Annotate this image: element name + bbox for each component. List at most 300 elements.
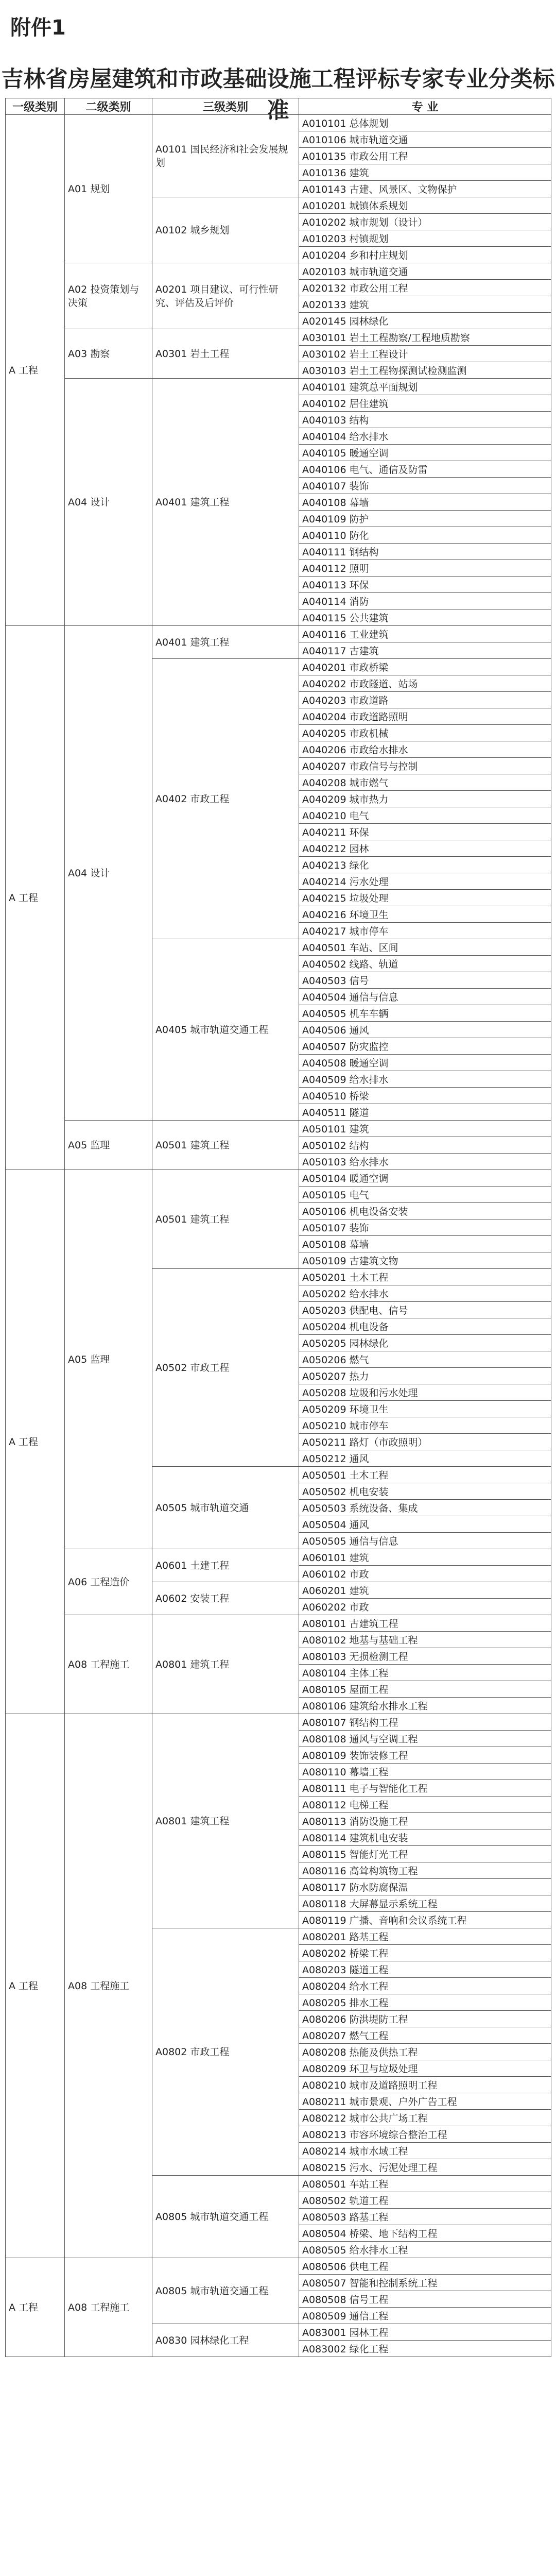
specialty-code: A040204 xyxy=(302,711,346,723)
specialty-cell xyxy=(299,1698,551,1714)
specialty-name: 园林 xyxy=(349,843,369,855)
specialty-cell xyxy=(299,2176,551,2192)
specialty-name: 城市停车 xyxy=(349,926,389,937)
specialty-name: 建筑 xyxy=(349,1552,369,1564)
specialty-name: 土木工程 xyxy=(349,1272,389,1283)
specialty-code: A080506 xyxy=(302,2261,346,2273)
specialty-name: 市政桥梁 xyxy=(349,662,389,673)
specialty-cell xyxy=(299,362,551,379)
specialty-code: A080117 xyxy=(302,1882,346,1893)
specialty-code: A050504 xyxy=(302,1519,346,1531)
specialty-name: 城市水域工程 xyxy=(349,2146,408,2157)
specialty-cell xyxy=(299,1401,551,1417)
level3-cell: A0102 城乡规划 xyxy=(152,197,299,263)
specialty-cell xyxy=(299,1665,551,1681)
specialty-cell xyxy=(299,2242,551,2258)
specialty-code: A010143 xyxy=(302,184,346,195)
specialty-code: A040510 xyxy=(302,1091,346,1102)
specialty-cell xyxy=(299,758,551,774)
specialty-cell xyxy=(299,939,551,956)
specialty-cell xyxy=(299,626,551,642)
specialty-name: 信号工程 xyxy=(349,2294,389,2306)
specialty-name: 建筑总平面规划 xyxy=(349,382,418,393)
specialty-cell xyxy=(299,329,551,346)
specialty-code: A010136 xyxy=(302,167,346,179)
specialty-cell xyxy=(299,148,551,164)
specialty-code: A020145 xyxy=(302,316,346,327)
specialty-code: A040504 xyxy=(302,992,346,1003)
specialty-code: A040213 xyxy=(302,860,346,871)
specialty-code: A080104 xyxy=(302,1668,346,1679)
specialty-code: A050502 xyxy=(302,1486,346,1498)
level3-cell: A0830 园林绿化工程 xyxy=(152,2324,299,2357)
specialty-cell xyxy=(299,1335,551,1351)
specialty-code: A050209 xyxy=(302,1404,346,1415)
specialty-name: 市政公用工程 xyxy=(349,283,408,294)
specialty-code: A080209 xyxy=(302,2063,346,2075)
specialty-cell xyxy=(299,1978,551,1994)
specialty-cell xyxy=(299,1714,551,1731)
specialty-code: A080105 xyxy=(302,1684,346,1696)
specialty-cell xyxy=(299,1895,551,1912)
header-level2: 二级类别 xyxy=(65,98,152,115)
specialty-code: A080509 xyxy=(302,2311,346,2322)
specialty-code: A083001 xyxy=(302,2327,346,2338)
table-row xyxy=(6,1714,551,1731)
specialty-code: A040210 xyxy=(302,810,346,822)
specialty-code: A050208 xyxy=(302,1387,346,1399)
specialty-code: A080102 xyxy=(302,1635,346,1646)
level3-cell: A0801 建筑工程 xyxy=(152,1714,299,1928)
specialty-cell xyxy=(299,1912,551,1928)
level3-cell: A0401 建筑工程 xyxy=(152,379,299,626)
specialty-name: 幕墙工程 xyxy=(349,1767,389,1778)
specialty-cell xyxy=(299,1055,551,1071)
specialty-cell xyxy=(299,1252,551,1269)
specialty-cell xyxy=(299,2209,551,2225)
specialty-code: A080115 xyxy=(302,1849,346,1860)
specialty-name: 防护 xyxy=(349,514,369,525)
specialty-code: A080112 xyxy=(302,1800,346,1811)
specialty-name: 照明 xyxy=(349,563,369,574)
table-row xyxy=(6,626,551,642)
specialty-name: 广播、音响和会议系统工程 xyxy=(349,1915,467,1926)
specialty-name: 市政公用工程 xyxy=(349,151,408,162)
specialty-cell xyxy=(299,1368,551,1384)
specialty-code: A050106 xyxy=(302,1206,346,1217)
specialty-cell xyxy=(299,131,551,148)
specialty-code: A080201 xyxy=(302,1931,346,1943)
specialty-code: A010106 xyxy=(302,134,346,146)
specialty-cell xyxy=(299,230,551,247)
specialty-cell xyxy=(299,1384,551,1401)
specialty-cell xyxy=(299,1582,551,1599)
specialty-name: 工业建筑 xyxy=(349,629,389,640)
specialty-name: 建筑机电安装 xyxy=(349,1833,408,1844)
specialty-cell xyxy=(299,675,551,692)
level3-cell: A0805 城市轨道交通工程 xyxy=(152,2176,299,2258)
specialty-cell xyxy=(299,2044,551,2060)
specialty-code: A060202 xyxy=(302,1602,346,1613)
specialty-cell xyxy=(299,346,551,362)
specialty-code: A060201 xyxy=(302,1585,346,1597)
specialty-code: A050103 xyxy=(302,1157,346,1168)
specialty-code: A080113 xyxy=(302,1816,346,1827)
specialty-cell xyxy=(299,1747,551,1764)
specialty-code: A040509 xyxy=(302,1074,346,1086)
specialty-code: A030103 xyxy=(302,365,346,377)
specialty-cell xyxy=(299,2011,551,2027)
specialty-name: 暖通空调 xyxy=(349,448,389,459)
specialty-name: 垃圾和污水处理 xyxy=(349,1387,418,1399)
specialty-cell xyxy=(299,1022,551,1038)
specialty-name: 城市景观、户外广告工程 xyxy=(349,2096,457,2108)
level2-cell: A03 勘察 xyxy=(65,329,152,379)
specialty-name: 环境卫生 xyxy=(349,909,389,921)
specialty-code: A050205 xyxy=(302,1338,346,1349)
specialty-name: 热力 xyxy=(349,1371,369,1382)
level2-cell: A08 工程施工 xyxy=(65,2258,152,2357)
specialty-cell xyxy=(299,1599,551,1615)
specialty-name: 车站工程 xyxy=(349,2179,389,2190)
level3-cell: A0601 土建工程 xyxy=(152,1549,299,1582)
specialty-name: 通信与信息 xyxy=(349,992,398,1003)
specialty-code: A050109 xyxy=(302,1256,346,1267)
specialty-name: 智能灯光工程 xyxy=(349,1849,408,1860)
specialty-cell xyxy=(299,725,551,741)
specialty-code: A050102 xyxy=(302,1140,346,1151)
level1-cell: A 工程 xyxy=(6,2258,65,2357)
specialty-cell xyxy=(299,544,551,560)
specialty-cell xyxy=(299,1731,551,1747)
specialty-cell xyxy=(299,857,551,873)
specialty-code: A040108 xyxy=(302,497,346,509)
specialty-name: 无损检测工程 xyxy=(349,1651,408,1663)
specialty-cell xyxy=(299,511,551,527)
specialty-cell xyxy=(299,1071,551,1088)
specialty-name: 通风 xyxy=(349,1025,369,1036)
specialty-name: 高耸构筑物工程 xyxy=(349,1866,418,1877)
level2-cell: A05 监理 xyxy=(65,1121,152,1170)
specialty-name: 信号 xyxy=(349,975,369,987)
specialty-code: A040115 xyxy=(302,613,346,624)
specialty-code: A020133 xyxy=(302,299,346,311)
specialty-name: 环保 xyxy=(349,827,369,838)
specialty-name: 电气、通信及防雷 xyxy=(349,464,428,476)
specialty-name: 建筑 xyxy=(349,167,369,179)
specialty-cell xyxy=(299,1269,551,1285)
specialty-name: 通风 xyxy=(349,1519,369,1531)
level3-cell: A0402 市政工程 xyxy=(152,659,299,939)
specialty-name: 通信工程 xyxy=(349,2311,389,2322)
specialty-cell xyxy=(299,1961,551,1978)
specialty-code: A080505 xyxy=(302,2245,346,2256)
specialty-cell xyxy=(299,1813,551,1829)
specialty-code: A040111 xyxy=(302,547,346,558)
specialty-cell xyxy=(299,247,551,263)
specialty-cell xyxy=(299,181,551,197)
specialty-name: 污水处理 xyxy=(349,876,389,888)
specialty-code: A040113 xyxy=(302,580,346,591)
specialty-code: A050202 xyxy=(302,1289,346,1300)
header-level3: 三级类别 xyxy=(152,98,299,115)
specialty-name: 岩土工程设计 xyxy=(349,349,408,360)
specialty-code: A080101 xyxy=(302,1618,346,1630)
specialty-cell xyxy=(299,263,551,280)
specialty-name: 园林绿化 xyxy=(349,1338,389,1349)
specialty-name: 绿化 xyxy=(349,860,369,871)
specialty-code: A080109 xyxy=(302,1750,346,1761)
table-row xyxy=(6,115,551,131)
level3-cell: A0301 岩土工程 xyxy=(152,329,299,379)
specialty-code: A030101 xyxy=(302,332,346,344)
specialty-cell xyxy=(299,1764,551,1780)
specialty-cell xyxy=(299,577,551,593)
specialty-cell xyxy=(299,1137,551,1154)
specialty-name: 给水排水 xyxy=(349,1289,389,1300)
specialty-cell xyxy=(299,1945,551,1961)
specialty-code: A080203 xyxy=(302,1964,346,1976)
level3-cell: A0502 市政工程 xyxy=(152,1269,299,1467)
level1-cell: A 工程 xyxy=(6,115,65,626)
specialty-cell xyxy=(299,2093,551,2110)
level3-cell: A0401 建筑工程 xyxy=(152,626,299,659)
specialty-code: A050212 xyxy=(302,1453,346,1465)
specialty-cell xyxy=(299,214,551,230)
specialty-cell xyxy=(299,2159,551,2176)
specialty-name: 路基工程 xyxy=(349,2212,389,2223)
specialty-cell xyxy=(299,1780,551,1797)
specialty-code: A040116 xyxy=(302,629,346,640)
specialty-cell xyxy=(299,1549,551,1566)
specialty-name: 桥梁工程 xyxy=(349,1948,389,1959)
specialty-code: A040205 xyxy=(302,728,346,739)
specialty-name: 防灾监控 xyxy=(349,1041,389,1053)
specialty-cell xyxy=(299,1434,551,1450)
specialty-code: A040203 xyxy=(302,695,346,706)
specialty-name: 城市热力 xyxy=(349,794,389,805)
specialty-cell xyxy=(299,609,551,626)
specialty-cell xyxy=(299,807,551,824)
specialty-cell xyxy=(299,428,551,445)
table-header-row xyxy=(6,98,551,115)
specialty-cell xyxy=(299,2143,551,2159)
specialty-cell xyxy=(299,478,551,494)
specialty-cell xyxy=(299,1236,551,1252)
specialty-cell xyxy=(299,296,551,313)
specialty-name: 幕墙 xyxy=(349,1239,369,1250)
specialty-name: 幕墙 xyxy=(349,497,369,509)
specialty-code: A050105 xyxy=(302,1190,346,1201)
level2-cell: A06 工程造价 xyxy=(65,1549,152,1615)
specialty-name: 地基与基础工程 xyxy=(349,1635,418,1646)
specialty-cell xyxy=(299,412,551,428)
specialty-code: A080202 xyxy=(302,1948,346,1959)
level2-cell: A04 设计 xyxy=(65,626,152,1121)
specialty-name: 机车车辆 xyxy=(349,1008,389,1020)
specialty-cell xyxy=(299,2192,551,2209)
specialty-name: 消防设施工程 xyxy=(349,1816,408,1827)
specialty-code: A040201 xyxy=(302,662,346,673)
table-body xyxy=(6,115,551,2357)
specialty-cell xyxy=(299,1566,551,1582)
specialty-cell xyxy=(299,1154,551,1170)
specialty-name: 城镇体系规划 xyxy=(349,200,408,212)
specialty-cell xyxy=(299,774,551,791)
specialty-name: 公共建筑 xyxy=(349,613,389,624)
specialty-code: A050501 xyxy=(302,1470,346,1481)
specialty-name: 排水工程 xyxy=(349,1997,389,2009)
specialty-name: 机电设备安装 xyxy=(349,1206,408,1217)
specialty-code: A080508 xyxy=(302,2294,346,2306)
specialty-code: A080212 xyxy=(302,2113,346,2124)
level1-cell: A 工程 xyxy=(6,1714,65,2258)
specialty-cell xyxy=(299,840,551,857)
specialty-name: 屋面工程 xyxy=(349,1684,389,1696)
specialty-cell xyxy=(299,445,551,461)
specialty-name: 总体规划 xyxy=(349,118,389,129)
specialty-cell xyxy=(299,824,551,840)
specialty-code: A040112 xyxy=(302,563,346,574)
specialty-cell xyxy=(299,791,551,807)
level2-cell: A01 规划 xyxy=(65,115,152,263)
specialty-cell xyxy=(299,1318,551,1335)
specialty-cell xyxy=(299,494,551,511)
specialty-name: 市政 xyxy=(349,1569,369,1580)
specialty-code: A050211 xyxy=(302,1437,346,1448)
specialty-code: A040110 xyxy=(302,530,346,541)
specialty-cell xyxy=(299,906,551,923)
specialty-code: A080208 xyxy=(302,2047,346,2058)
level2-cell: A08 工程施工 xyxy=(65,1714,152,2258)
specialty-cell xyxy=(299,1500,551,1516)
specialty-name: 绿化工程 xyxy=(349,2344,389,2355)
specialty-name: 装饰 xyxy=(349,481,369,492)
specialty-cell xyxy=(299,1928,551,1945)
specialty-code: A010135 xyxy=(302,151,346,162)
specialty-code: A040106 xyxy=(302,464,346,476)
specialty-cell xyxy=(299,972,551,989)
specialty-code: A080116 xyxy=(302,1866,346,1877)
specialty-name: 轨道工程 xyxy=(349,2195,389,2207)
level1-cell: A 工程 xyxy=(6,1170,65,1714)
specialty-code: A010203 xyxy=(302,233,346,245)
specialty-name: 土木工程 xyxy=(349,1470,389,1481)
specialty-code: A080118 xyxy=(302,1899,346,1910)
table-row xyxy=(6,379,551,395)
table-row xyxy=(6,1121,551,1137)
specialty-cell xyxy=(299,1005,551,1022)
specialty-code: A050107 xyxy=(302,1223,346,1234)
specialty-name: 给水排水工程 xyxy=(349,2245,408,2256)
table-row xyxy=(6,263,551,280)
specialty-code: A040503 xyxy=(302,975,346,987)
specialty-code: A050101 xyxy=(302,1124,346,1135)
specialty-cell xyxy=(299,2308,551,2324)
specialty-code: A010101 xyxy=(302,118,346,129)
specialty-name: 园林绿化 xyxy=(349,316,389,327)
specialty-cell xyxy=(299,2275,551,2291)
level2-cell: A05 监理 xyxy=(65,1170,152,1549)
specialty-cell xyxy=(299,873,551,890)
specialty-code: A040117 xyxy=(302,646,346,657)
specialty-code: A050206 xyxy=(302,1354,346,1366)
specialty-cell xyxy=(299,1450,551,1467)
specialty-name: 结构 xyxy=(349,1140,369,1151)
specialty-code: A040505 xyxy=(302,1008,346,1020)
table-row xyxy=(6,1615,551,1632)
specialty-name: 岩土工程勘察/工程地质勘察 xyxy=(349,332,470,344)
specialty-name: 电梯工程 xyxy=(349,1800,389,1811)
specialty-code: A040103 xyxy=(302,415,346,426)
specialty-code: A040206 xyxy=(302,744,346,756)
specialty-cell xyxy=(299,2027,551,2044)
specialty-code: A040511 xyxy=(302,1107,346,1118)
specialty-name: 通风 xyxy=(349,1453,369,1465)
specialty-code: A040102 xyxy=(302,398,346,410)
specialty-name: 防水防腐保温 xyxy=(349,1882,408,1893)
specialty-name: 给水工程 xyxy=(349,1981,389,1992)
specialty-cell xyxy=(299,2324,551,2341)
specialty-code: A080108 xyxy=(302,1734,346,1745)
specialty-name: 城市规划（设计） xyxy=(349,217,428,228)
specialty-name: 污水、污泥处理工程 xyxy=(349,2162,438,2174)
specialty-name: 钢结构 xyxy=(349,547,379,558)
table-row xyxy=(6,1549,551,1566)
specialty-cell xyxy=(299,197,551,214)
specialty-name: 隧道 xyxy=(349,1107,369,1118)
specialty-cell xyxy=(299,1219,551,1236)
specialty-name: 电子与智能化工程 xyxy=(349,1783,428,1794)
specialty-name: 路基工程 xyxy=(349,1931,389,1943)
level3-cell: A0101 国民经济和社会发展规划 xyxy=(152,115,299,197)
specialty-code: A080111 xyxy=(302,1783,346,1794)
specialty-cell xyxy=(299,741,551,758)
specialty-name: 古建筑文物 xyxy=(349,1256,398,1267)
specialty-code: A040109 xyxy=(302,514,346,525)
specialty-cell xyxy=(299,2126,551,2143)
specialty-cell xyxy=(299,313,551,329)
specialty-name: 乡和村庄规划 xyxy=(349,250,408,261)
specialty-cell xyxy=(299,1632,551,1648)
specialty-code: A080213 xyxy=(302,2129,346,2141)
level1-cell: A 工程 xyxy=(6,626,65,1170)
specialty-code: A080504 xyxy=(302,2228,346,2240)
specialty-cell xyxy=(299,1797,551,1813)
specialty-code: A080507 xyxy=(302,2278,346,2289)
specialty-name: 市政信号与控制 xyxy=(349,761,418,772)
specialty-code: A080215 xyxy=(302,2162,346,2174)
specialty-code: A040215 xyxy=(302,893,346,904)
specialty-code: A040506 xyxy=(302,1025,346,1036)
specialty-code: A080205 xyxy=(302,1997,346,2009)
specialty-name: 暖通空调 xyxy=(349,1058,389,1069)
specialty-cell xyxy=(299,1467,551,1483)
specialty-name: 装饰 xyxy=(349,1223,369,1234)
specialty-code: A080214 xyxy=(302,2146,346,2157)
specialty-cell xyxy=(299,1417,551,1434)
specialty-cell xyxy=(299,1681,551,1698)
specialty-code: A060101 xyxy=(302,1552,346,1564)
specialty-name: 热能及供热工程 xyxy=(349,2047,418,2058)
specialty-cell xyxy=(299,1038,551,1055)
specialty-cell xyxy=(299,1121,551,1137)
specialty-code: A080107 xyxy=(302,1717,346,1728)
specialty-name: 建筑 xyxy=(349,1585,369,1597)
specialty-name: 桥梁 xyxy=(349,1091,369,1102)
specialty-name: 路灯（市政照明） xyxy=(349,1437,428,1448)
specialty-code: A080106 xyxy=(302,1701,346,1712)
